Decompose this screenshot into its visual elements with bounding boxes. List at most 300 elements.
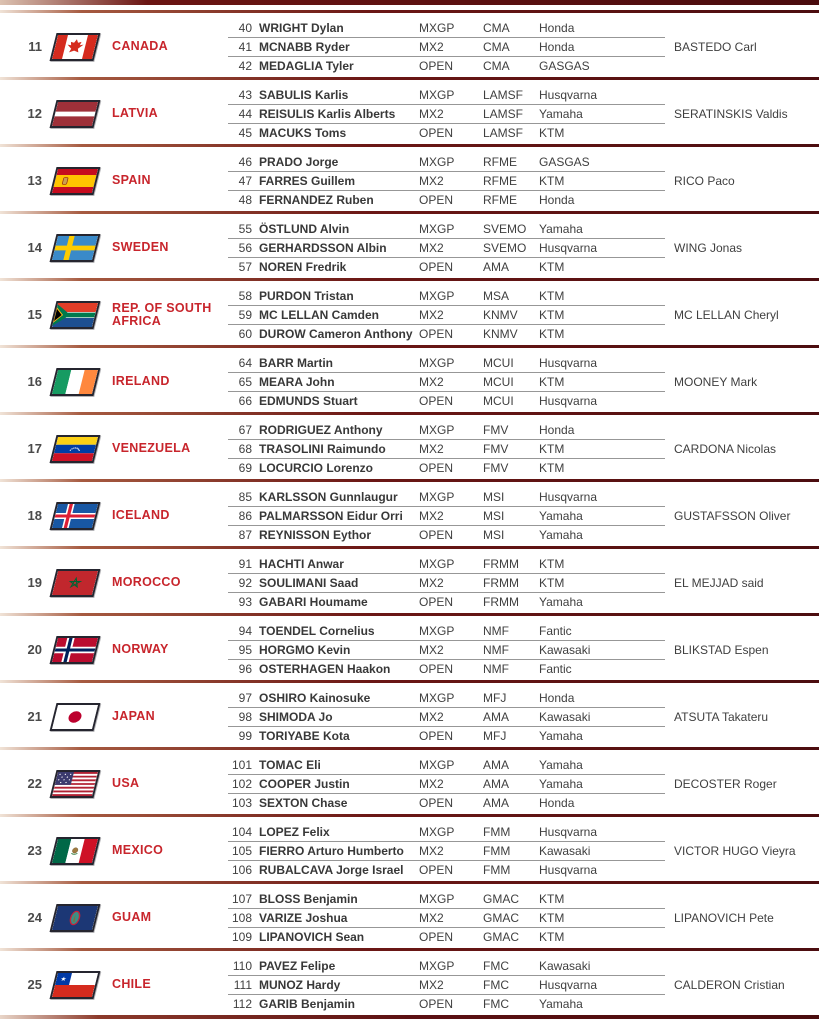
rider-row (228, 688, 665, 707)
rider-number: 86 (238, 509, 252, 523)
rider-bike-brand: Fantic (539, 662, 572, 676)
team-row (0, 147, 819, 211)
team-block (0, 747, 819, 814)
country-name: SPAIN (112, 173, 151, 187)
team-rank: 14 (27, 240, 42, 255)
flag-lv-icon (50, 100, 101, 128)
rider-federation: FMV (483, 442, 509, 456)
rider-number: 104 (231, 824, 252, 839)
rider-row (228, 123, 665, 142)
rider-class: MX2 (419, 40, 444, 54)
rider-name: RUBALCAVA Jorge Israel (259, 863, 404, 877)
rider-federation: GMAC (483, 930, 519, 944)
riders-table (228, 418, 665, 479)
flag-ve-icon (50, 435, 101, 463)
team-identity-cell (0, 485, 228, 546)
rider-class: OPEN (419, 461, 454, 475)
team-rank: 22 (27, 776, 42, 791)
rider-class: MXGP (419, 355, 455, 370)
rider-federation: CMA (483, 40, 510, 54)
rider-number: 95 (238, 643, 252, 657)
team-block (0, 144, 819, 211)
rider-class: MX2 (419, 844, 444, 858)
rider-class: MXGP (419, 221, 455, 236)
rider-number: 45 (238, 126, 252, 140)
rider-name: SEXTON Chase (259, 796, 348, 810)
rider-federation: FRMM (483, 595, 519, 609)
rider-bike-brand: Honda (539, 796, 575, 810)
rider-number: 105 (231, 844, 252, 858)
country-name: REP. OF SOUTH AFRICA (112, 300, 212, 328)
rider-number: 60 (238, 327, 252, 341)
rider-name: WRIGHT Dylan (259, 20, 344, 35)
rider-federation: CMA (483, 59, 510, 73)
team-rank: 12 (27, 106, 42, 121)
riders-table (228, 954, 665, 1015)
rider-row (228, 56, 665, 75)
flag-mx-icon (50, 837, 101, 865)
rider-name: LOCURCIO Lorenzo (259, 461, 373, 475)
rider-name: OSHIRO Kainosuke (259, 690, 371, 705)
rider-row (228, 822, 665, 841)
rider-number: 91 (238, 556, 252, 571)
team-manager: WING Jonas (674, 240, 743, 255)
rider-number: 57 (238, 260, 252, 274)
rider-federation: AMA (483, 757, 510, 772)
rider-row (228, 908, 665, 927)
rider-number: 69 (238, 461, 252, 475)
rider-name: TOMAC Eli (259, 757, 321, 772)
rider-name: MCNABB Ryder (259, 40, 350, 54)
rider-number: 58 (238, 288, 252, 303)
team-manager: RICO Paco (674, 173, 735, 188)
rider-name: GARIB Benjamin (259, 997, 356, 1011)
team-rank: 16 (27, 374, 42, 389)
rider-bike-brand: KTM (539, 288, 565, 303)
rider-class: OPEN (419, 796, 454, 810)
riders-table (228, 686, 665, 747)
rider-number: 48 (238, 193, 252, 207)
rider-federation: AMA (483, 710, 510, 724)
team-row (0, 884, 819, 948)
team-identity-cell (0, 284, 228, 345)
rider-bike-brand: Yamaha (539, 509, 583, 523)
rider-federation: KNMV (483, 327, 518, 341)
rider-class: OPEN (419, 595, 454, 609)
rider-name: FIERRO Arturo Humberto (259, 844, 404, 858)
rider-row (228, 305, 665, 324)
rider-bike-brand: Husqvarna (539, 241, 598, 255)
team-row (0, 951, 819, 1015)
rider-federation: FRMM (483, 576, 519, 590)
team-identity-cell (0, 753, 228, 814)
rider-federation: MSI (483, 509, 505, 523)
flag-ma-icon (50, 569, 101, 597)
rider-number: 92 (238, 576, 252, 590)
riders-table (228, 83, 665, 144)
rider-federation: FMM (483, 844, 511, 858)
rider-bike-brand: KTM (539, 442, 565, 456)
team-rank: 18 (27, 508, 42, 523)
rider-name: HACHTI Anwar (259, 556, 344, 571)
rider-row (228, 592, 665, 611)
team-block (0, 479, 819, 546)
team-identity-cell (0, 686, 228, 747)
rider-bike-brand: KTM (539, 930, 565, 944)
rider-number: 110 (232, 958, 252, 973)
team-rank: 13 (27, 173, 42, 188)
rider-class: OPEN (419, 59, 454, 73)
rider-name: BLOSS Benjamin (259, 891, 358, 906)
rider-row (228, 621, 665, 640)
team-identity-cell (0, 552, 228, 613)
country-name: ICELAND (112, 508, 170, 522)
rider-class: OPEN (419, 394, 454, 408)
team-manager: MC LELLAN Cheryl (674, 307, 779, 322)
rider-bike-brand: GASGAS (539, 59, 590, 73)
rider-class: OPEN (419, 863, 454, 877)
rider-federation: MSI (483, 489, 505, 504)
rider-row (228, 286, 665, 305)
team-identity-cell (0, 150, 228, 211)
flag-cl-icon (50, 971, 101, 999)
rider-federation: NMF (483, 623, 509, 638)
team-manager: MOONEY Mark (674, 374, 758, 389)
team-block (0, 211, 819, 278)
rider-name: RODRIGUEZ Anthony (259, 422, 383, 437)
team-identity-cell (0, 954, 228, 1015)
bottom-border-bar (0, 1015, 819, 1019)
rider-bike-brand: Yamaha (539, 729, 583, 743)
rider-bike-brand: Yamaha (539, 757, 583, 772)
team-manager: SERATINSKIS Valdis (674, 106, 788, 121)
rider-name: PURDON Tristan (259, 288, 354, 303)
rider-name: TOENDEL Cornelius (259, 623, 375, 638)
rider-class: OPEN (419, 528, 454, 542)
rider-row (228, 726, 665, 745)
rider-class: MXGP (419, 556, 455, 571)
rider-row (228, 37, 665, 56)
rider-name: HORGMO Kevin (259, 643, 351, 657)
rider-name: FARRES Guillem (259, 174, 356, 188)
rider-row (228, 994, 665, 1013)
rider-row (228, 372, 665, 391)
rider-federation: MSI (483, 528, 505, 542)
riders-table (228, 16, 665, 77)
rider-name: ÖSTLUND Alvin (259, 221, 350, 236)
rider-class: MX2 (419, 241, 444, 255)
team-manager: BLIKSTAD Espen (674, 642, 769, 657)
rider-row (228, 324, 665, 343)
team-row (0, 415, 819, 479)
rider-bike-brand: GASGAS (539, 154, 590, 169)
rider-name: GERHARDSSON Albin (259, 241, 387, 255)
riders-table (228, 753, 665, 814)
team-identity-cell (0, 16, 228, 77)
rider-bike-brand: Honda (539, 422, 575, 437)
rider-federation: FRMM (483, 556, 519, 571)
rider-row (228, 793, 665, 812)
riders-table (228, 820, 665, 881)
rider-class: MX2 (419, 777, 444, 791)
flag-ie-icon (50, 368, 101, 396)
rider-name: MUNOZ Hardy (259, 978, 341, 992)
rider-bike-brand: Kawasaki (539, 710, 591, 724)
riders-table (228, 887, 665, 948)
team-row (0, 549, 819, 613)
team-manager: GUSTAFSSON Oliver (674, 508, 791, 523)
rider-number: 93 (238, 595, 252, 609)
rider-class: MXGP (419, 690, 455, 705)
rider-class: MX2 (419, 911, 444, 925)
rider-name: LOPEZ Felix (259, 824, 330, 839)
rider-class: MXGP (419, 154, 455, 169)
rider-name: DUROW Cameron Anthony (259, 327, 413, 341)
flag-gu-icon (50, 904, 101, 932)
team-row (0, 214, 819, 278)
rider-federation: RFME (483, 174, 517, 188)
rider-number: 101 (231, 757, 252, 772)
country-name: LATVIA (112, 106, 159, 120)
country-name: CHILE (112, 977, 151, 991)
rider-name: VARIZE Joshua (259, 911, 348, 925)
rider-name: SOULIMANI Saad (259, 576, 359, 590)
team-identity-cell (0, 820, 228, 881)
rider-class: OPEN (419, 729, 454, 743)
rider-name: LIPANOVICH Sean (259, 930, 365, 944)
rider-class: MX2 (419, 107, 444, 121)
rider-number: 42 (238, 59, 252, 73)
country-name: USA (112, 776, 140, 790)
rider-row (228, 956, 665, 975)
rider-federation: NMF (483, 643, 509, 657)
team-block (0, 77, 819, 144)
rider-name: TORIYABE Kota (259, 729, 350, 743)
team-manager: BASTEDO Carl (674, 39, 757, 54)
rider-bike-brand: Husqvarna (539, 394, 598, 408)
rider-bike-brand: Husqvarna (539, 863, 598, 877)
team-manager: ATSUTA Takateru (674, 709, 769, 724)
rider-bike-brand: Kawasaki (539, 844, 591, 858)
rider-federation: SVEMO (483, 241, 527, 255)
rider-class: OPEN (419, 327, 454, 341)
rider-bike-brand: KTM (539, 308, 565, 322)
rider-bike-brand: Honda (539, 40, 575, 54)
rider-number: 96 (238, 662, 252, 676)
rider-federation: FMC (483, 958, 509, 973)
rider-row (228, 238, 665, 257)
rider-class: MXGP (419, 422, 455, 437)
team-rank: 19 (27, 575, 42, 590)
rider-number: 46 (238, 154, 252, 169)
rider-number: 66 (238, 394, 252, 408)
rider-federation: RFME (483, 154, 517, 169)
team-row (0, 750, 819, 814)
team-row (0, 616, 819, 680)
team-identity-cell (0, 619, 228, 680)
rider-name: MEDAGLIA Tyler (259, 59, 354, 73)
rider-row (228, 190, 665, 209)
team-rank: 11 (28, 39, 42, 54)
team-rank: 25 (27, 977, 42, 992)
rider-name: TRASOLINI Raimundo (259, 442, 386, 456)
country-name: CANADA (112, 39, 168, 53)
rider-row (228, 391, 665, 410)
country-name: NORWAY (112, 642, 169, 656)
rider-federation: MCUI (483, 394, 514, 408)
rider-row (228, 573, 665, 592)
team-row (0, 817, 819, 881)
rider-row (228, 439, 665, 458)
rider-federation: FMC (483, 978, 509, 992)
country-name: MEXICO (112, 843, 164, 857)
rider-bike-brand: Husqvarna (539, 978, 598, 992)
rider-class: MXGP (419, 958, 455, 973)
rider-bike-brand: Fantic (539, 623, 572, 638)
riders-table (228, 150, 665, 211)
rider-bike-brand: Kawasaki (539, 643, 591, 657)
flag-is-icon (50, 502, 101, 530)
rider-bike-brand: KTM (539, 260, 565, 274)
rider-federation: MSA (483, 288, 510, 303)
rider-federation: LAMSF (483, 87, 524, 102)
rider-federation: MFJ (483, 690, 507, 705)
flag-se-icon (50, 234, 101, 262)
rider-federation: AMA (483, 777, 510, 791)
rider-number: 67 (238, 422, 252, 437)
rider-row (228, 975, 665, 994)
rider-row (228, 506, 665, 525)
rider-bike-brand: Yamaha (539, 777, 583, 791)
rider-number: 111 (233, 978, 252, 992)
rider-row (228, 659, 665, 678)
team-manager: EL MEJJAD said (674, 575, 764, 590)
rider-class: MX2 (419, 442, 444, 456)
team-identity-cell (0, 418, 228, 479)
rider-class: OPEN (419, 260, 454, 274)
rider-name: REISULIS Karlis Alberts (259, 107, 396, 121)
rider-number: 68 (238, 442, 252, 456)
rider-name: PAVEZ Felipe (259, 958, 336, 973)
rider-class: MXGP (419, 288, 455, 303)
rider-number: 94 (238, 623, 252, 638)
rider-bike-brand: Honda (539, 20, 575, 35)
rider-federation: FMC (483, 997, 509, 1011)
rider-row (228, 458, 665, 477)
rider-class: MXGP (419, 20, 455, 35)
rider-federation: GMAC (483, 891, 519, 906)
rider-row (228, 85, 665, 104)
team-manager: CARDONA Nicolas (674, 441, 777, 456)
flag-es-icon (50, 167, 101, 195)
rider-bike-brand: Yamaha (539, 997, 583, 1011)
rider-bike-brand: Husqvarna (539, 489, 598, 504)
rider-name: MEARA John (259, 375, 335, 389)
rider-class: MX2 (419, 576, 444, 590)
riders-table (228, 284, 665, 345)
rider-number: 87 (238, 528, 252, 542)
rider-bike-brand: Yamaha (539, 595, 583, 609)
rider-federation: FMM (483, 824, 511, 839)
riders-table (228, 351, 665, 412)
rider-class: MX2 (419, 375, 444, 389)
rider-name: BARR Martin (259, 355, 333, 370)
rider-number: 40 (238, 20, 252, 35)
rider-bike-brand: Husqvarna (539, 87, 598, 102)
team-manager: DECOSTER Roger (674, 776, 777, 791)
rider-row (228, 927, 665, 946)
rider-row (228, 353, 665, 372)
team-block (0, 278, 819, 345)
team-block (0, 881, 819, 948)
team-identity-cell (0, 217, 228, 278)
rider-class: MX2 (419, 174, 444, 188)
rider-name: SHIMODA Jo (259, 710, 333, 724)
country-name: SWEDEN (112, 240, 169, 254)
teams-list (0, 10, 819, 1015)
rider-class: MX2 (419, 308, 444, 322)
rider-class: MXGP (419, 824, 455, 839)
rider-number: 44 (238, 107, 252, 121)
rider-bike-brand: KTM (539, 891, 565, 906)
team-block (0, 814, 819, 881)
rider-bike-brand: Yamaha (539, 221, 583, 236)
team-rank: 24 (27, 910, 42, 925)
rider-federation: MCUI (483, 375, 514, 389)
team-identity-cell (0, 887, 228, 948)
rider-number: 103 (231, 796, 252, 810)
team-identity-cell (0, 83, 228, 144)
team-row (0, 281, 819, 345)
rider-class: OPEN (419, 997, 454, 1011)
rider-federation: MFJ (483, 729, 507, 743)
rider-class: MX2 (419, 643, 444, 657)
rider-number: 106 (231, 863, 252, 877)
team-row (0, 13, 819, 77)
rider-row (228, 257, 665, 276)
rider-federation: RFME (483, 193, 517, 207)
team-rank: 23 (27, 843, 42, 858)
rider-number: 99 (238, 729, 252, 743)
rider-name: SABULIS Karlis (259, 87, 349, 102)
rider-number: 55 (238, 221, 252, 236)
team-block (0, 948, 819, 1015)
country-name: JAPAN (112, 709, 155, 723)
rider-number: 102 (231, 777, 252, 791)
rider-class: OPEN (419, 930, 454, 944)
rider-row (228, 104, 665, 123)
rider-class: MXGP (419, 623, 455, 638)
team-manager: VICTOR HUGO Vieyra (674, 843, 796, 858)
riders-table (228, 217, 665, 278)
rider-number: 65 (238, 375, 252, 389)
rider-federation: FMV (483, 422, 509, 437)
country-name: VENEZUELA (112, 441, 191, 455)
rider-federation: FMM (483, 863, 511, 877)
rider-name: EDMUNDS Stuart (259, 394, 358, 408)
rider-class: MX2 (419, 978, 444, 992)
flag-jp-icon (50, 703, 101, 731)
team-identity-cell (0, 351, 228, 412)
rider-row (228, 889, 665, 908)
rider-number: 97 (238, 690, 252, 705)
rider-row (228, 420, 665, 439)
riders-table (228, 485, 665, 546)
rider-bike-brand: KTM (539, 461, 565, 475)
rider-number: 41 (238, 40, 252, 54)
team-rank: 15 (27, 307, 42, 322)
riders-table (228, 619, 665, 680)
